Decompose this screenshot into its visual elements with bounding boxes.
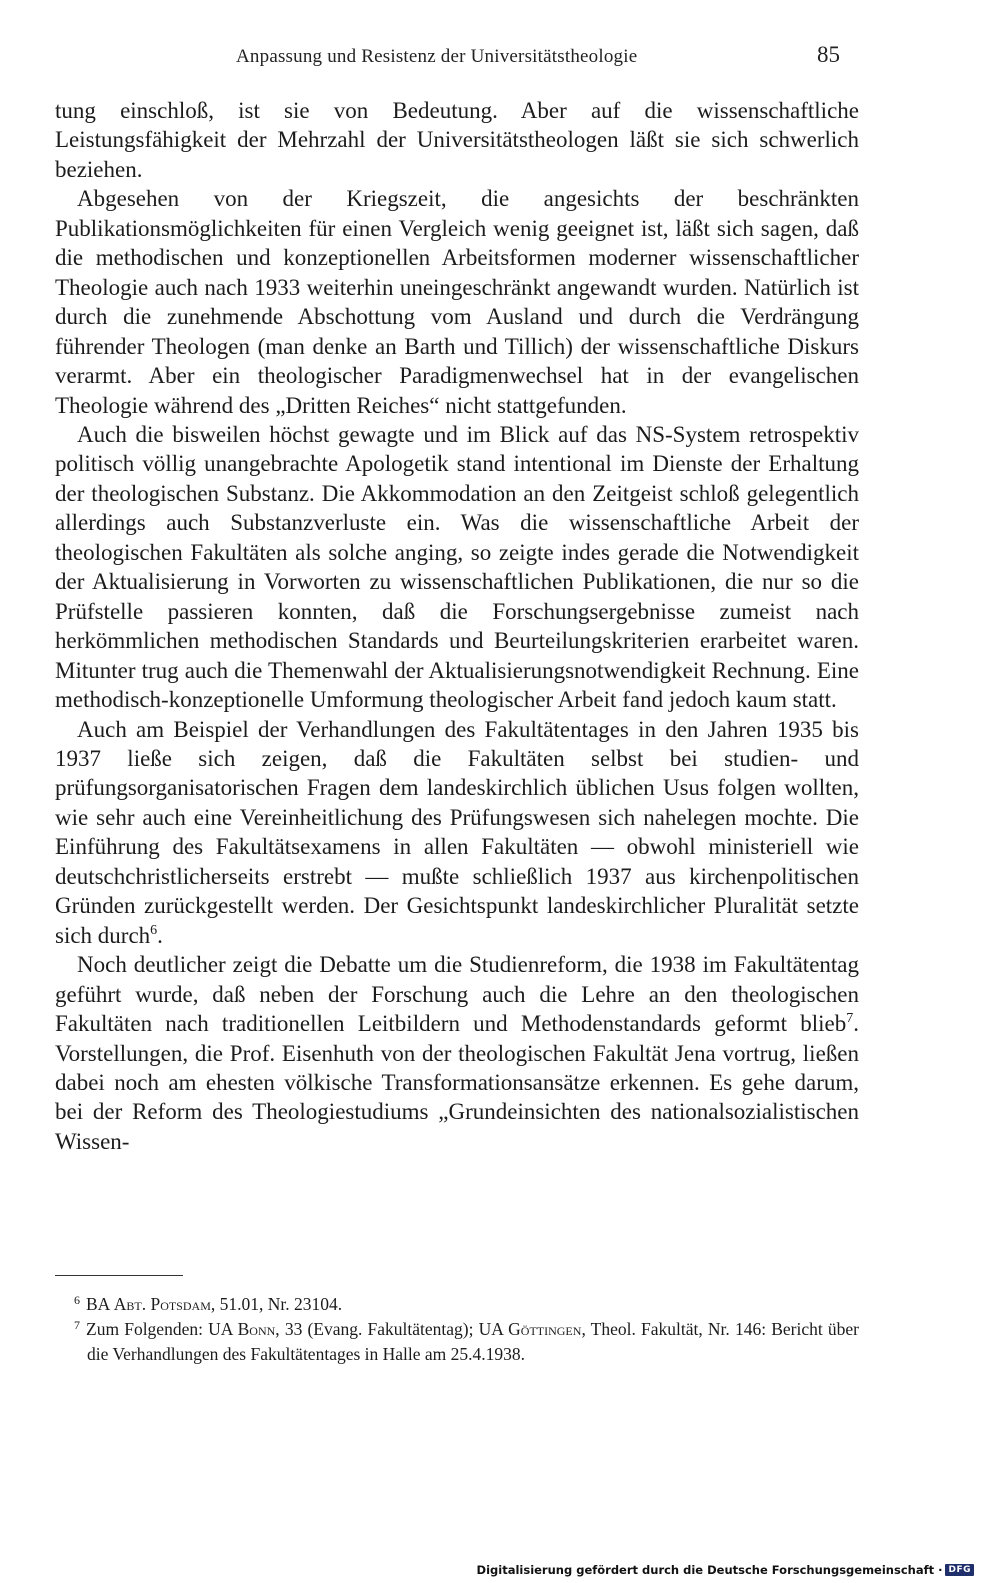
paragraph	[55, 184, 859, 420]
paragraph-text: .	[157, 922, 163, 948]
footnote-reference[interactable]: 6	[150, 922, 158, 938]
footnote	[55, 1317, 859, 1367]
digitization-banner	[477, 1563, 974, 1577]
paragraph	[55, 96, 859, 184]
paragraph-text: Abgesehen von der Kriegszeit, die angesichts der beschränkten Publikationsmöglichkeiten für einen Vergleich wenig geeignet ist, läßt sich sagen, daß die methodischen und konzeptionellen Arbeitsformen moderner wissenschaftlicher Theologie auch nach 1933 weiterhin uneingeschränkt angewandt wurden. Natürlich ist durch die zunehmende Abschottung vom Ausland und durch die Verdrängung führender Theologen (man denke an Barth und Tillich) der wissenschaftliche Diskurs verarmt. Aber ein theologischer Paradigmenwechsel hat in der evangelischen Theologie während des „Dritten Reiches“ nicht stattgefunden.	[55, 186, 859, 418]
footnote-reference[interactable]: 7	[846, 1011, 854, 1027]
running-title: Anpassung und Resistenz der Universitätstheologie	[236, 46, 638, 67]
paragraph	[55, 715, 859, 951]
paragraph-text: Noch deutlicher zeigt die Debatte um die Studienreform, die 1938 im Fakultätentag geführt wurde, daß neben der Forschung auch die Lehre an den theologischen Fakultäten nach traditionellen Leitbildern und Methodenstandards geformt blieb	[55, 952, 859, 1037]
footnote-text: , 51.01, Nr. 23104.	[210, 1294, 343, 1314]
footnote-number: 6	[74, 1293, 80, 1307]
footnote-text: BA	[86, 1294, 114, 1314]
footnote-divider	[55, 1275, 183, 1276]
footnote-archive: Bonn	[237, 1319, 276, 1339]
footnote	[55, 1292, 859, 1317]
footnote-archive: Abt. Potsdam	[113, 1294, 211, 1314]
footnotes	[55, 1292, 859, 1367]
footnote-number: 7	[74, 1318, 80, 1332]
page-number: 85	[817, 42, 840, 67]
dfg-logo-icon: DFG	[945, 1564, 974, 1576]
main-text	[55, 96, 859, 1156]
footnote-archive: Göttingen	[508, 1319, 582, 1339]
footnote-text: Zum Folgenden: UA	[86, 1319, 238, 1339]
footnote-text: , 33 (Evang. Fakultätentag); UA	[275, 1319, 509, 1339]
banner-text: Digitalisierung gefördert durch die Deutsche Forschungsgemeinschaft ·	[476, 1563, 943, 1577]
paragraph-text: tung einschloß, ist sie von Bedeutung. Aber auf die wissenschaftliche Leistungsfähigkeit der Mehrzahl der Universitätstheologen läßt sie sich schwerlich beziehen.	[55, 98, 859, 182]
paragraph	[55, 420, 859, 715]
paragraph-text: . Vorstellungen, die Prof. Eisenhuth von der theologischen Fakultät Jena vortrug, ließen dabei noch am ehesten völkische Transformationsansätze erkennen. Es gehe darum, bei der Reform des Theologiestudiums „Grundeinsichten des nationalsozialistischen Wissen-	[55, 1011, 859, 1154]
footnote-text: , Theol. Fakultät, Nr. 146: Bericht über die Verhandlungen des Fakultätentages in Halle am 25.4.1938.	[87, 1319, 859, 1364]
paragraph	[55, 950, 859, 1156]
paragraph-text: Auch am Beispiel der Verhandlungen des Fakultätentages in den Jahren 1935 bis 1937 ließe sich zeigen, daß die Fakultäten selbst bei studien- und prüfungsorganisatorischen Fragen dem landeskirchlich üblichen Usus folgen wollten, wie sehr auch eine Vereinheitlichung des Prüfungswesen sich nahelegen mochte. Die Einführung des Fakultätsexamens in allen Fakultäten — obwohl ministeriell wie deutschchristlicherseits erstrebt — mußte schließlich 1937 aus kirchenpolitischen Gründen zurückgestellt werden. Der Gesichtspunkt landeskirchlicher Pluralität setzte sich durch	[55, 716, 859, 948]
paragraph-text: Auch die bisweilen höchst gewagte und im Blick auf das NS-System retrospektiv politisch völlig unangebrachte Apologetik stand intentional im Dienste der Erhaltung der theologischen Substanz. Die Akkommodation an den Zeitgeist schloß gelegentlich allerdings auch Substanzverluste ein. Was die wissenschaftliche Arbeit der theologischen Fakultäten als solche anging, so zeigte indes gerade die Notwendigkeit der Aktualisierung in Vorworten zu wissenschaftlichen Publikationen, die nur so die Prüfstelle passieren konnten, daß die Forschungsergebnisse zumeist nach herkömmlichen methodischen Standards und Beurteilungskriterien erarbeitet waren. Mitunter trug auch die Themenwahl der Aktualisierungsnotwendigkeit Rechnung. Eine methodisch-konzeptionelle Umformung theologischer Arbeit fand jedoch kaum statt.	[55, 421, 859, 713]
